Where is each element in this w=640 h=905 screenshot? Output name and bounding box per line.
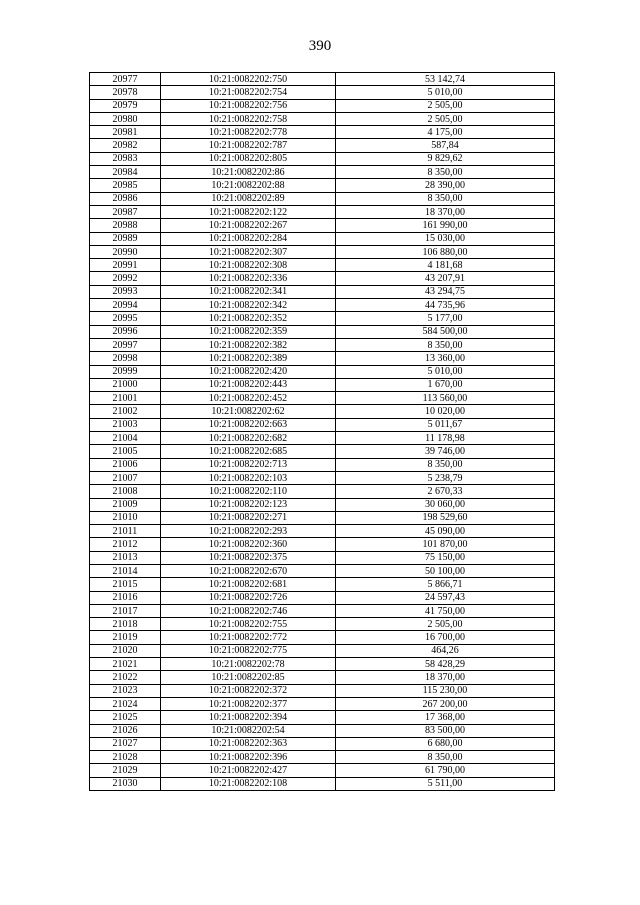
row-number-cell: 20989 — [90, 232, 161, 245]
cadastral-number-cell: 10:21:0082202:670 — [161, 564, 336, 577]
row-number-cell: 21010 — [90, 511, 161, 524]
cadastral-value-cell: 61 790,00 — [336, 764, 555, 777]
cadastral-value-cell: 45 090,00 — [336, 525, 555, 538]
table-row — [90, 152, 555, 165]
row-number-cell: 20996 — [90, 325, 161, 338]
row-number-cell: 20997 — [90, 338, 161, 351]
table-row — [90, 485, 555, 498]
row-number-cell: 21002 — [90, 405, 161, 418]
row-number-cell: 21006 — [90, 458, 161, 471]
table-row — [90, 777, 555, 790]
cadastral-value-cell: 2 670,33 — [336, 485, 555, 498]
row-number-cell: 21021 — [90, 658, 161, 671]
cadastral-value-cell: 11 178,98 — [336, 432, 555, 445]
cadastral-number-cell: 10:21:0082202:420 — [161, 365, 336, 378]
table-row — [90, 471, 555, 484]
row-number-cell: 20998 — [90, 352, 161, 365]
table-row — [90, 126, 555, 139]
row-number-cell: 21000 — [90, 378, 161, 391]
table-row — [90, 232, 555, 245]
table-row — [90, 392, 555, 405]
table-row — [90, 99, 555, 112]
row-number-cell: 20987 — [90, 205, 161, 218]
cadastral-number-cell: 10:21:0082202:363 — [161, 737, 336, 750]
row-number-cell: 20983 — [90, 152, 161, 165]
table-row — [90, 245, 555, 258]
cadastral-value-cell: 2 505,00 — [336, 618, 555, 631]
cadastral-value-table — [89, 72, 555, 791]
cadastral-value-cell: 16 700,00 — [336, 631, 555, 644]
cadastral-number-cell: 10:21:0082202:359 — [161, 325, 336, 338]
cadastral-number-cell: 10:21:0082202:341 — [161, 285, 336, 298]
cadastral-number-cell: 10:21:0082202:342 — [161, 299, 336, 312]
row-number-cell: 20993 — [90, 285, 161, 298]
table-row — [90, 418, 555, 431]
row-number-cell: 21030 — [90, 777, 161, 790]
cadastral-number-cell: 10:21:0082202:103 — [161, 471, 336, 484]
row-number-cell: 20977 — [90, 73, 161, 86]
cadastral-value-cell: 464,26 — [336, 644, 555, 657]
cadastral-value-cell: 106 880,00 — [336, 245, 555, 258]
row-number-cell: 21003 — [90, 418, 161, 431]
row-number-cell: 21026 — [90, 724, 161, 737]
table-row — [90, 312, 555, 325]
cadastral-value-cell: 5 238,79 — [336, 471, 555, 484]
row-number-cell: 21015 — [90, 578, 161, 591]
table-row — [90, 697, 555, 710]
table-row — [90, 644, 555, 657]
cadastral-value-cell: 2 505,00 — [336, 112, 555, 125]
cadastral-value-cell: 8 350,00 — [336, 458, 555, 471]
cadastral-value-cell: 113 560,00 — [336, 392, 555, 405]
table-row — [90, 591, 555, 604]
cadastral-value-cell: 53 142,74 — [336, 73, 555, 86]
cadastral-number-cell: 10:21:0082202:756 — [161, 99, 336, 112]
table-row — [90, 205, 555, 218]
row-number-cell: 21013 — [90, 551, 161, 564]
row-number-cell: 21023 — [90, 684, 161, 697]
cadastral-value-cell: 1 670,00 — [336, 378, 555, 391]
row-number-cell: 20992 — [90, 272, 161, 285]
table-row — [90, 86, 555, 99]
row-number-cell: 20999 — [90, 365, 161, 378]
cadastral-value-cell: 28 390,00 — [336, 179, 555, 192]
table-row — [90, 737, 555, 750]
table-row — [90, 538, 555, 551]
table-row — [90, 285, 555, 298]
cadastral-number-cell: 10:21:0082202:681 — [161, 578, 336, 591]
row-number-cell: 20978 — [90, 86, 161, 99]
table-row — [90, 724, 555, 737]
table-row — [90, 764, 555, 777]
table-row — [90, 631, 555, 644]
cadastral-number-cell: 10:21:0082202:427 — [161, 764, 336, 777]
row-number-cell: 21016 — [90, 591, 161, 604]
table-row — [90, 578, 555, 591]
cadastral-number-cell: 10:21:0082202:78 — [161, 658, 336, 671]
cadastral-value-cell: 5 511,00 — [336, 777, 555, 790]
cadastral-number-cell: 10:21:0082202:284 — [161, 232, 336, 245]
table-row — [90, 365, 555, 378]
table-body — [90, 73, 555, 791]
row-number-cell: 21008 — [90, 485, 161, 498]
row-number-cell: 20988 — [90, 219, 161, 232]
cadastral-value-cell: 30 060,00 — [336, 498, 555, 511]
table-row — [90, 445, 555, 458]
cadastral-value-cell: 83 500,00 — [336, 724, 555, 737]
cadastral-value-cell: 41 750,00 — [336, 604, 555, 617]
cadastral-number-cell: 10:21:0082202:382 — [161, 338, 336, 351]
table-row — [90, 751, 555, 764]
cadastral-number-cell: 10:21:0082202:372 — [161, 684, 336, 697]
cadastral-value-cell: 4 175,00 — [336, 126, 555, 139]
cadastral-value-cell: 39 746,00 — [336, 445, 555, 458]
table-row — [90, 432, 555, 445]
row-number-cell: 21007 — [90, 471, 161, 484]
cadastral-number-cell: 10:21:0082202:307 — [161, 245, 336, 258]
cadastral-value-cell: 24 597,43 — [336, 591, 555, 604]
cadastral-number-cell: 10:21:0082202:293 — [161, 525, 336, 538]
row-number-cell: 21028 — [90, 751, 161, 764]
cadastral-value-cell: 8 350,00 — [336, 751, 555, 764]
cadastral-number-cell: 10:21:0082202:685 — [161, 445, 336, 458]
cadastral-value-cell: 587,84 — [336, 139, 555, 152]
table-row — [90, 259, 555, 272]
cadastral-value-cell: 8 350,00 — [336, 166, 555, 179]
table-row — [90, 338, 555, 351]
cadastral-number-cell: 10:21:0082202:336 — [161, 272, 336, 285]
table-row — [90, 604, 555, 617]
table-row — [90, 352, 555, 365]
cadastral-number-cell: 10:21:0082202:123 — [161, 498, 336, 511]
cadastral-number-cell: 10:21:0082202:88 — [161, 179, 336, 192]
cadastral-number-cell: 10:21:0082202:758 — [161, 112, 336, 125]
row-number-cell: 20986 — [90, 192, 161, 205]
cadastral-number-cell: 10:21:0082202:122 — [161, 205, 336, 218]
table-row — [90, 139, 555, 152]
cadastral-number-cell: 10:21:0082202:267 — [161, 219, 336, 232]
table-row — [90, 551, 555, 564]
table-row — [90, 498, 555, 511]
row-number-cell: 21018 — [90, 618, 161, 631]
table-row — [90, 272, 555, 285]
cadastral-number-cell: 10:21:0082202:108 — [161, 777, 336, 790]
cadastral-number-cell: 10:21:0082202:778 — [161, 126, 336, 139]
row-number-cell: 20991 — [90, 259, 161, 272]
cadastral-number-cell: 10:21:0082202:54 — [161, 724, 336, 737]
table-row — [90, 73, 555, 86]
cadastral-number-cell: 10:21:0082202:713 — [161, 458, 336, 471]
cadastral-value-cell: 161 990,00 — [336, 219, 555, 232]
table-row — [90, 166, 555, 179]
cadastral-number-cell: 10:21:0082202:452 — [161, 392, 336, 405]
cadastral-number-cell: 10:21:0082202:85 — [161, 671, 336, 684]
cadastral-number-cell: 10:21:0082202:110 — [161, 485, 336, 498]
cadastral-number-cell: 10:21:0082202:308 — [161, 259, 336, 272]
cadastral-number-cell: 10:21:0082202:726 — [161, 591, 336, 604]
cadastral-number-cell: 10:21:0082202:775 — [161, 644, 336, 657]
row-number-cell: 21025 — [90, 711, 161, 724]
cadastral-number-cell: 10:21:0082202:62 — [161, 405, 336, 418]
row-number-cell: 20981 — [90, 126, 161, 139]
cadastral-number-cell: 10:21:0082202:443 — [161, 378, 336, 391]
row-number-cell: 21001 — [90, 392, 161, 405]
cadastral-value-cell: 5 866,71 — [336, 578, 555, 591]
cadastral-number-cell: 10:21:0082202:394 — [161, 711, 336, 724]
table-row — [90, 525, 555, 538]
cadastral-value-cell: 18 370,00 — [336, 671, 555, 684]
cadastral-value-cell: 43 207,91 — [336, 272, 555, 285]
row-number-cell: 21009 — [90, 498, 161, 511]
row-number-cell: 21022 — [90, 671, 161, 684]
cadastral-value-cell: 198 529,60 — [336, 511, 555, 524]
table-row — [90, 179, 555, 192]
cadastral-value-cell: 50 100,00 — [336, 564, 555, 577]
cadastral-number-cell: 10:21:0082202:787 — [161, 139, 336, 152]
row-number-cell: 21014 — [90, 564, 161, 577]
cadastral-value-cell: 13 360,00 — [336, 352, 555, 365]
cadastral-number-cell: 10:21:0082202:755 — [161, 618, 336, 631]
row-number-cell: 21017 — [90, 604, 161, 617]
row-number-cell: 21029 — [90, 764, 161, 777]
row-number-cell: 21027 — [90, 737, 161, 750]
page-number: 390 — [308, 38, 332, 54]
cadastral-value-cell: 5 177,00 — [336, 312, 555, 325]
cadastral-value-cell: 2 505,00 — [336, 99, 555, 112]
row-number-cell: 20980 — [90, 112, 161, 125]
cadastral-value-cell: 5 010,00 — [336, 86, 555, 99]
cadastral-number-cell: 10:21:0082202:389 — [161, 352, 336, 365]
row-number-cell: 20990 — [90, 245, 161, 258]
cadastral-number-cell: 10:21:0082202:805 — [161, 152, 336, 165]
table-row — [90, 671, 555, 684]
cadastral-value-cell: 5 011,67 — [336, 418, 555, 431]
table-row — [90, 658, 555, 671]
cadastral-value-cell: 6 680,00 — [336, 737, 555, 750]
cadastral-value-cell: 5 010,00 — [336, 365, 555, 378]
cadastral-value-cell: 8 350,00 — [336, 192, 555, 205]
cadastral-value-cell: 44 735,96 — [336, 299, 555, 312]
cadastral-number-cell: 10:21:0082202:89 — [161, 192, 336, 205]
row-number-cell: 21019 — [90, 631, 161, 644]
cadastral-number-cell: 10:21:0082202:772 — [161, 631, 336, 644]
cadastral-number-cell: 10:21:0082202:86 — [161, 166, 336, 179]
cadastral-value-cell: 267 200,00 — [336, 697, 555, 710]
table-row — [90, 112, 555, 125]
table-row — [90, 684, 555, 697]
cadastral-number-cell: 10:21:0082202:271 — [161, 511, 336, 524]
row-number-cell: 21011 — [90, 525, 161, 538]
table-row — [90, 405, 555, 418]
cadastral-number-cell: 10:21:0082202:746 — [161, 604, 336, 617]
table-row — [90, 299, 555, 312]
cadastral-number-cell: 10:21:0082202:750 — [161, 73, 336, 86]
cadastral-value-cell: 15 030,00 — [336, 232, 555, 245]
cadastral-value-cell: 584 500,00 — [336, 325, 555, 338]
table-row — [90, 378, 555, 391]
cadastral-number-cell: 10:21:0082202:663 — [161, 418, 336, 431]
row-number-cell: 20984 — [90, 166, 161, 179]
cadastral-number-cell: 10:21:0082202:396 — [161, 751, 336, 764]
cadastral-value-cell: 10 020,00 — [336, 405, 555, 418]
cadastral-number-cell: 10:21:0082202:682 — [161, 432, 336, 445]
row-number-cell: 21012 — [90, 538, 161, 551]
row-number-cell: 20985 — [90, 179, 161, 192]
cadastral-value-cell: 43 294,75 — [336, 285, 555, 298]
table-row — [90, 711, 555, 724]
cadastral-value-cell: 17 368,00 — [336, 711, 555, 724]
cadastral-value-cell: 115 230,00 — [336, 684, 555, 697]
cadastral-number-cell: 10:21:0082202:375 — [161, 551, 336, 564]
row-number-cell: 20995 — [90, 312, 161, 325]
row-number-cell: 20982 — [90, 139, 161, 152]
cadastral-number-cell: 10:21:0082202:754 — [161, 86, 336, 99]
table-row — [90, 192, 555, 205]
table-row — [90, 458, 555, 471]
row-number-cell: 20994 — [90, 299, 161, 312]
cadastral-number-cell: 10:21:0082202:352 — [161, 312, 336, 325]
cadastral-value-cell: 9 829,62 — [336, 152, 555, 165]
row-number-cell: 21005 — [90, 445, 161, 458]
table-row — [90, 325, 555, 338]
row-number-cell: 21004 — [90, 432, 161, 445]
cadastral-value-cell: 101 870,00 — [336, 538, 555, 551]
table-row — [90, 618, 555, 631]
table-row — [90, 511, 555, 524]
cadastral-number-cell: 10:21:0082202:377 — [161, 697, 336, 710]
cadastral-value-cell: 4 181,68 — [336, 259, 555, 272]
row-number-cell: 21020 — [90, 644, 161, 657]
cadastral-value-cell: 18 370,00 — [336, 205, 555, 218]
cadastral-value-cell: 8 350,00 — [336, 338, 555, 351]
row-number-cell: 21024 — [90, 697, 161, 710]
cadastral-value-cell: 58 428,29 — [336, 658, 555, 671]
row-number-cell: 20979 — [90, 99, 161, 112]
cadastral-number-cell: 10:21:0082202:360 — [161, 538, 336, 551]
table-row — [90, 564, 555, 577]
table-row — [90, 219, 555, 232]
cadastral-value-cell: 75 150,00 — [336, 551, 555, 564]
